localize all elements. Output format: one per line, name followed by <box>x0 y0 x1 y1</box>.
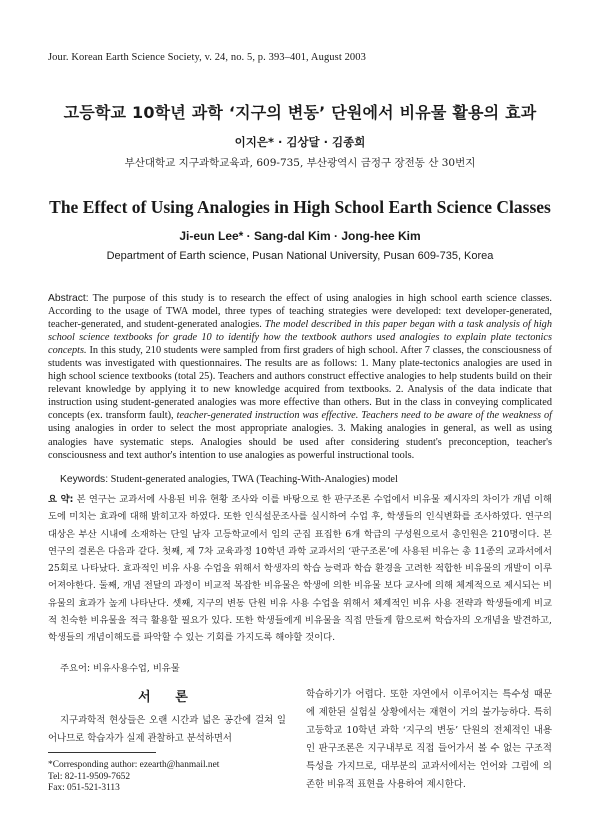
korean-abstract-text: 본 연구는 교과서에 사용된 비유 현황 조사와 이를 바탕으로 한 판구조론 수업에서 비유물 제시자의 차이가 개념 이해도에 미치는 효과에 대해 밝히고자 하였다. 또한 인식설문조사를 실시하여 수업 후, 학생들의 인식변화를 조사하였다. 연구의 대상은 부산 시내에 소재하는 단일 남자 고등학교에서 임의 군집 표집한 6개 학급의 구성원으로서 총인원은 210명이다. 본 연구의 결론은 다음과 같다. 첫째, 제 7차 교육과정 10학년 과학 교과서의 ‘판구조론’에 사용된 비유는 총 11종의 교과서에서 25회로 나타났다. 효과적인 비유 사용 수업을 위해서 학생자의 학습 능력과 학습 환경을 고려한 적합한 비유물의 개발이 이루어져야한다. 둘째, 개념 전달의 과정이 비교적 복잡한 비유물은 학생에 의한 비유물 보다 교사에 의해 체계적으로 제시되는 비유물의 효과가 높게 나타난다. 셋째, 지구의 변동 단원 비유 사용 수업을 위해서 체계적인 비유 사용 전략과 학생들에게 비교적 친숙한 비유물을 적극 활용할 필요가 있다. 또한 학생들에게 비유물을 직접 만들게 함으로써 학습자의 오개념을 발견하고, 학생들의 개념이해도를 파악할 수 있는 기회를 가지도록 해야할 것이다. <box>48 494 552 644</box>
footnote <box>48 760 288 795</box>
intro-heading: 서 론 <box>138 690 198 705</box>
english-affiliation: Department of Earth science, Pusan National University, Pusan 609-735, Korea <box>106 250 494 262</box>
abstract-italic-2: teacher-generated instruction was effective. Teachers need to be aware of the weakness of <box>176 410 552 422</box>
intro-left-column: 지구과학적 현상들은 오랜 시간과 넓은 공간에 걸쳐 일어나므로 학습자가 실제 관찰하고 분석하면서 <box>48 715 286 744</box>
footnote-divider <box>48 752 156 753</box>
abstract-text-1: The purpose of this study is to research the effect of using analogies in high school earth science classes. According to the usage of TWA model, three types of teaching strategies were developed: text developer-generated, teacher-generated, and student-generated analogies. <box>48 293 552 331</box>
english-abstract <box>48 292 552 462</box>
korean-keywords-label: 주요어: <box>60 663 91 674</box>
korean-abstract <box>48 491 552 647</box>
abstract-text-3: using analogies in order to select the most appropriate analogies. 3. Making analogies in general, as well as using analogies have systematic steps. Analogies should be used after considering student's preconception, teacher's consciousness and text author's intention to use analogies as powerful instructional tools. <box>48 423 552 461</box>
footnote-tel: Tel: 82-11-9509-7652 <box>48 771 131 782</box>
keywords-label: Keywords: <box>60 474 109 485</box>
footnote-fax: Fax: 051-521-3113 <box>48 783 120 794</box>
korean-abstract-label: 요 약: <box>48 494 74 505</box>
english-title: The Effect of Using Analogies in High School Earth Science Classes <box>49 197 551 217</box>
keywords-text: Student-generated analogies, TWA (Teaching-With-Analogies) model <box>108 474 398 485</box>
abstract-italic-1: The model described in this paper began with a task analysis of high school science textbooks for grade 10 to identify how the textbook authors used analogies to explain plate tectonics concepts. <box>48 319 552 357</box>
intro-right-column: 학습하기가 어렵다. 또한 자연에서 이루어지는 특수성 때문에 제한된 실험실 상황에서는 재현이 거의 불가능하다. 특히 고등학교 10학년 과학 ‘지구의 변동’ 단원의 전체적인 내용인 판구조론은 지구내부로 직접 들어가서 볼 수 없는 구조적 특성을 가지므로, 대부분의 교과서에서는 언어와 그림에 의존한 비유적 표현을 사용하여 제시한다. <box>306 689 552 790</box>
korean-keywords-text: 비유사용수업, 비유물 <box>90 663 180 674</box>
journal-reference: Jour. Korean Earth Science Society, v. 24, no. 5, p. 393–401, August 2003 <box>48 52 366 63</box>
abstract-label: Abstract: <box>48 293 89 304</box>
korean-authors: 이지은* · 김상달 · 김종희 <box>234 135 366 149</box>
abstract-text-2: In this study, 210 students were sampled from first graders of high school. After 7 classes, the consciousness of students was investigated with questionnaires. The results are as follows: 1. Many plate-tectonics analogies are used in high school science textbooks (total 25). Teachers and authors construct effective analogies to help students build on their relevant knowledge by applying it to new knowledge acquired from textbooks. 2. Analysis of the data indicate that instruction using student-generated analogies was more effective than others. But in the class in conveying complicated concepts (ex. transform fault), <box>48 345 552 422</box>
korean-keywords <box>60 660 552 674</box>
english-keywords <box>60 474 552 485</box>
korean-affiliation: 부산대학교 지구과학교육과, 609-735, 부산광역시 금정구 장전동 산 30번지 <box>124 157 476 169</box>
english-authors: Ji-eun Lee* · Sang-dal Kim · Jong-hee Kim <box>179 229 421 243</box>
korean-title: 고등학교 10학년 과학 ‘지구의 변동’ 단원에서 비유물 활용의 효과 <box>63 103 537 122</box>
footnote-corresponding: *Corresponding author: ezearth@hanmail.net <box>48 760 220 770</box>
